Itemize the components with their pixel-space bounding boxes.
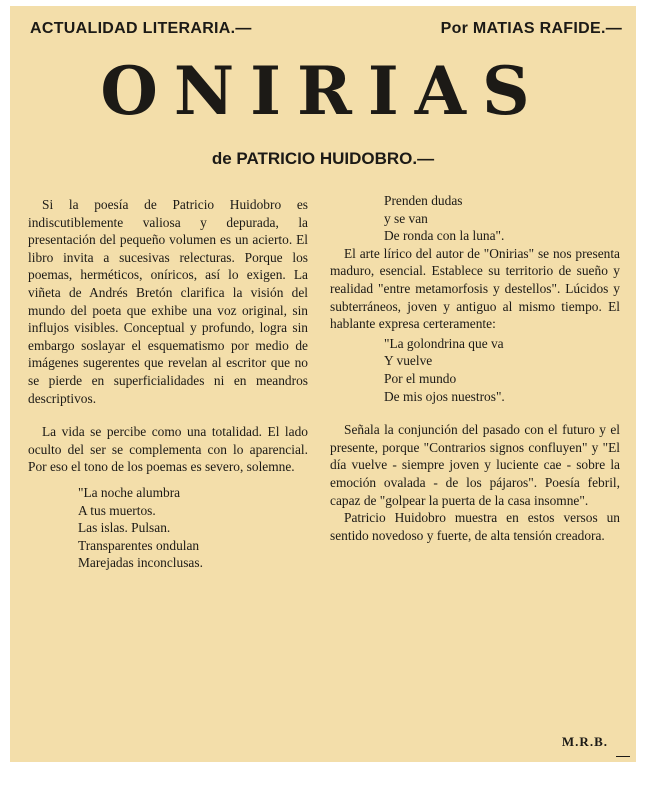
verse-line: "La golondrina que va	[384, 335, 504, 351]
author-initials: M.R.B.	[561, 734, 608, 749]
verse-line: A tus muertos.	[78, 502, 156, 518]
verse-line: Prenden dudas	[384, 193, 463, 208]
paragraph: La vida se percibe como una totalidad. El lado oculto del ser se complementa con lo aparencial. Por eso el tono de los poemas es severo, solemne.	[28, 424, 308, 475]
verse-line: "La noche alumbra	[78, 484, 181, 500]
byline: Por MATIAS RAFIDE.—	[440, 20, 622, 37]
verse-line: y se van	[384, 210, 428, 226]
verse-line: De mis ojos nuestros".	[384, 388, 505, 404]
verse-block	[384, 335, 620, 405]
header	[30, 20, 622, 38]
paragraph: Señala la conjunción del pasado con el futuro y el presente, porque "Contrarios signos confluyen" y "El día vuelve - siempre joven y luciente cae - sobre la emoción ovalada - de los pájaros". Poesía febril, capaz de "golpear la puerta de la casa insomne".	[330, 422, 620, 508]
verse-line: Las islas. Pulsan.	[78, 520, 171, 536]
paragraph: El arte lírico del autor de "Onirias" se nos presenta maduro, esencial. Establece su territorio de sueño y realidad "entre metamorfosis y destellos". Lúcidos y subterráneos, joven y antiguo al mismo tiempo. El hablante expresa certeramente:	[330, 245, 620, 332]
verse-block	[78, 484, 308, 572]
article-subtitle: de PATRICIO HUIDOBRO.—	[211, 149, 435, 168]
verse-line: Por el mundo	[384, 370, 457, 386]
paragraph: Patricio Huidobro muestra en estos versos un sentido novedoso y fuerte, de alta tensión creadora.	[330, 510, 620, 543]
end-rule	[616, 756, 630, 757]
newspaper-clipping	[10, 6, 636, 762]
verse-line: Transparentes ondulan	[78, 537, 200, 553]
verse-line: Marejadas inconclusas.	[78, 555, 203, 571]
article-title: ONIRIAS	[100, 52, 546, 130]
right-column	[330, 192, 620, 544]
paragraph: Si la poesía de Patricio Huidobro es indiscutiblemente valiosa y depurada, la presentación del pequeño volumen es un acierto. El libro invita a sucesivas relecturas. Porque los poemas, herméticos, oníricos, así lo exigen. La viñeta de Andrés Bretón clarifica la visión del mundo del poeta que exhibe una voz original, sin influjos visibles. Conceptual y profundo, logra sin embargo soslayar el esquematismo por medio de imágenes sugerentes que revelan al escritor que no se pierde en superficialidades ni en meandros descriptivos.	[28, 197, 308, 406]
verse-block	[384, 192, 620, 245]
left-column	[28, 196, 308, 572]
section-label: ACTUALIDAD LITERARIA.—	[30, 20, 252, 37]
verse-line: De ronda con la luna".	[384, 228, 505, 244]
verse-line: Y vuelve	[384, 353, 433, 369]
